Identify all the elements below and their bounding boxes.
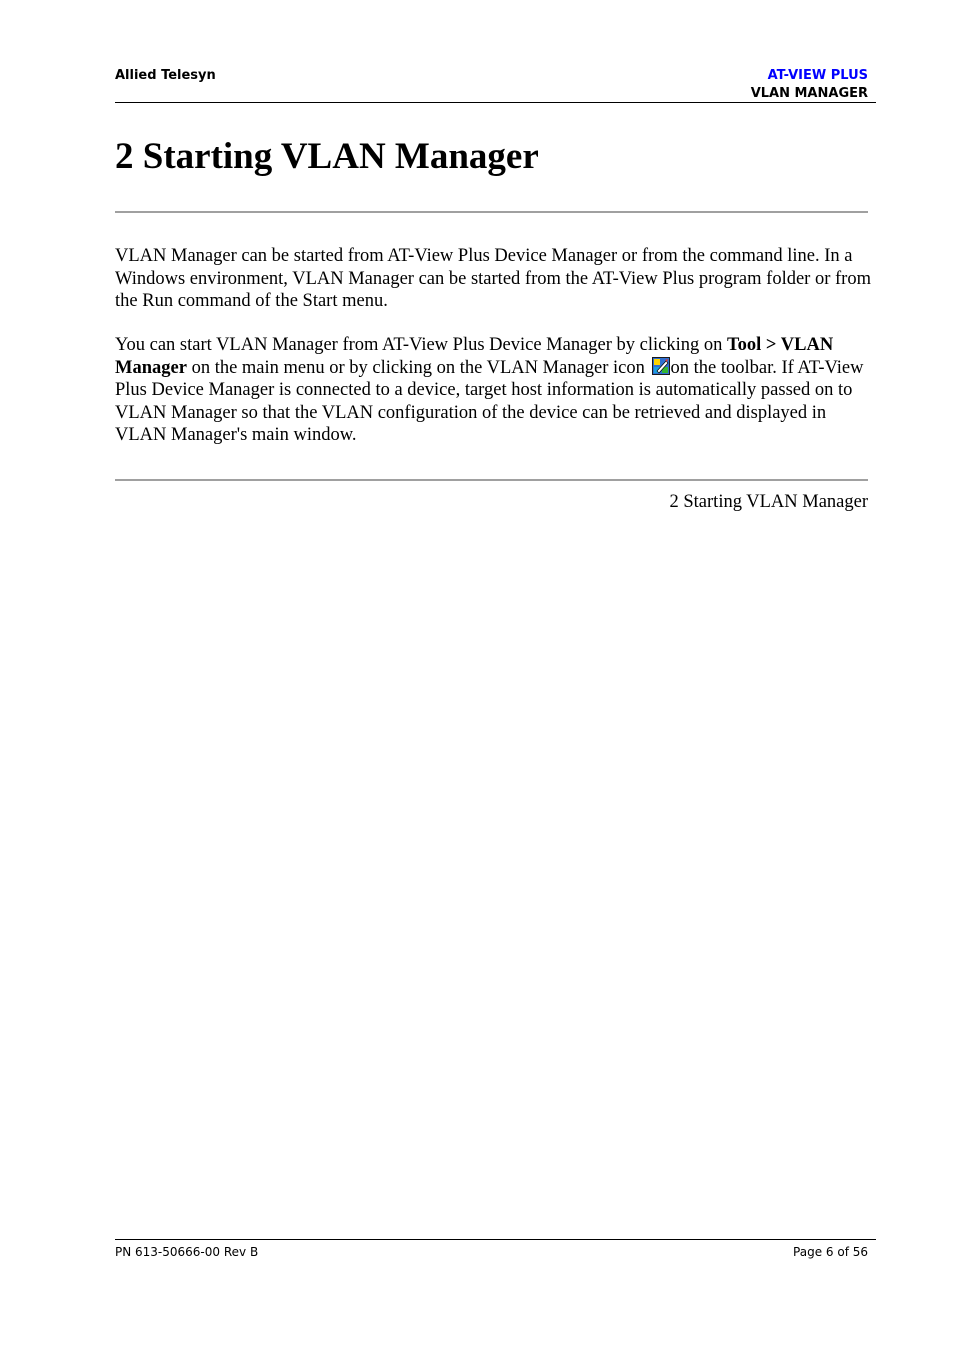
footer-part-number: PN 613-50666-00 Rev B (115, 1245, 259, 1259)
header-company: Allied Telesyn (115, 68, 216, 83)
header-product: AT-VIEW PLUS (767, 68, 868, 83)
footer-divider (115, 1239, 876, 1240)
section-footer-title: 2 Starting VLAN Manager (669, 492, 868, 512)
header-divider (115, 102, 876, 103)
vlan-manager-icon (652, 357, 670, 375)
chapter-title: 2 Starting VLAN Manager (115, 136, 539, 177)
section-divider-top (115, 211, 868, 213)
paragraph-text-a: You can start VLAN Manager from AT-View Plus Device Manager by clicking on (115, 335, 728, 355)
section-divider-bottom (115, 479, 868, 481)
paragraph-text-b: on the main menu or by clicking on the VLAN Manager icon (186, 357, 650, 378)
header-module: VLAN MANAGER (750, 86, 868, 101)
menu-path: Tool > VLAN Manager (115, 335, 834, 378)
header-product-block (751, 67, 868, 103)
start-instructions-paragraph (115, 334, 875, 447)
footer-page-number: Page 6 of 56 (793, 1245, 868, 1259)
paragraph-text-c: on the toolbar. If AT-View Plus Device Manager is connected to a device, target host information is automatically passed on to VLAN Manager so that the VLAN configuration of the device can be retrieved and displayed in VLAN Manager's main window. (115, 357, 864, 445)
intro-paragraph: VLAN Manager can be started from AT-View Plus Device Manager or from the command line. In a Windows environment, VLAN Manager can be started from the AT-View Plus program folder or from the Run command of the Start menu. (115, 246, 871, 311)
